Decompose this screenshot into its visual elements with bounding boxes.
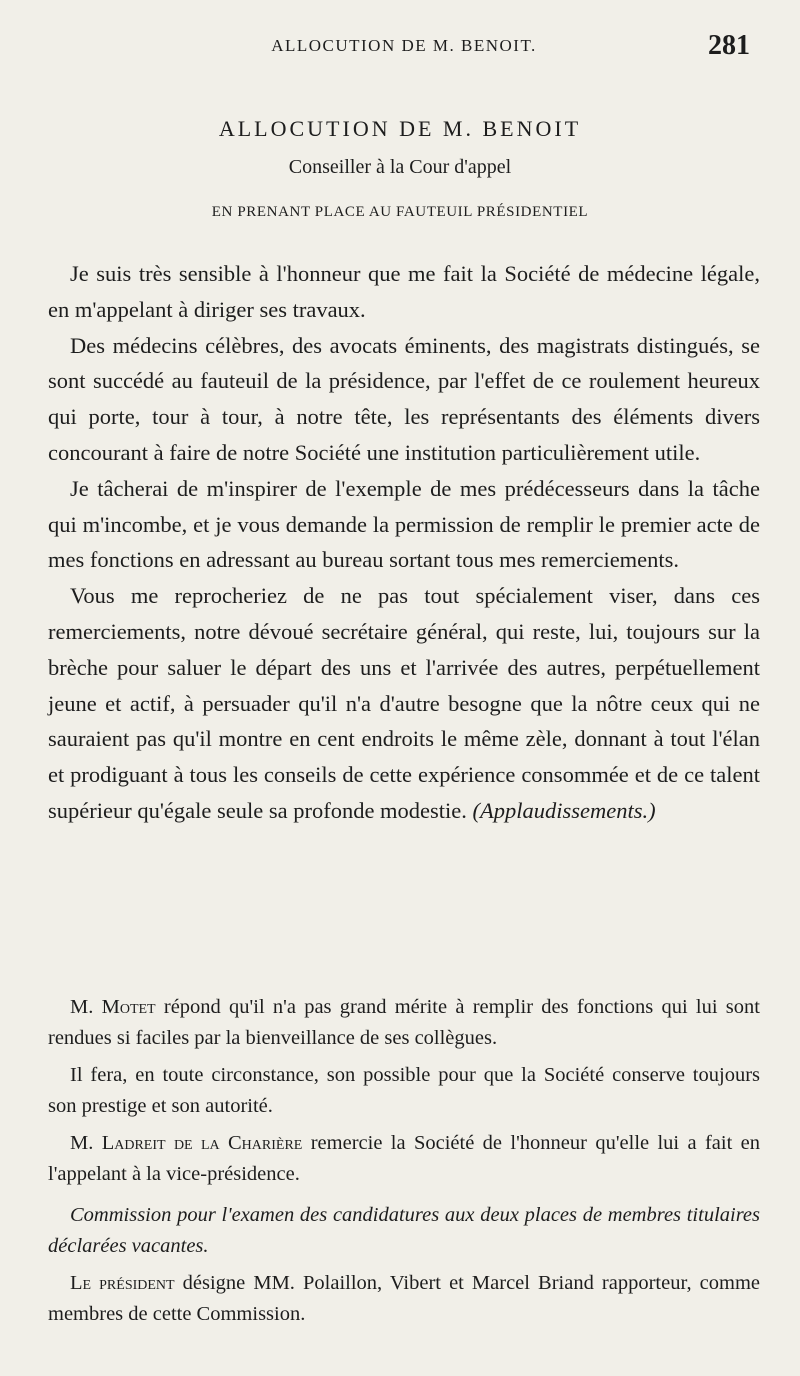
paragraph-5: [48, 992, 760, 1054]
speaker-motet: M. Motet: [70, 996, 156, 1018]
commission-heading: Commission pour l'examen des candidatures aux deux places de membres titulaires déclarées vacantes.: [48, 1204, 760, 1257]
speaker-ladreit: M. Ladreit de la Charière: [70, 1132, 303, 1154]
paragraph-4: [48, 578, 760, 829]
proceedings-body: [48, 992, 760, 1330]
paragraph-5-text: répond qu'il n'a pas grand mérite à remplir des fonctions qui lui sont rendues si faciles par la bienveillance de ses collègues.: [48, 996, 760, 1049]
paragraph-3: Je tâcherai de m'inspirer de l'exemple de mes prédécesseurs dans la tâche qui m'incombe, et je vous demande la permission de remplir le premier acte de mes fonctions en adressant au bureau sortant tous mes remerciements.: [48, 475, 760, 573]
paragraph-2: Des médecins célèbres, des avocats éminents, des magistrats distingués, se sont succédé au fauteuil de la présidence, par l'effet de ce roulement heureux qui porte, tour à tour, à notre tête, les représentants des éléments divers concourant à faire de notre Société une institution particulièrement utile.: [48, 332, 760, 465]
speaker-president: Le président: [70, 1272, 175, 1294]
speech-body: [48, 256, 760, 829]
paragraph-1: Je suis très sensible à l'honneur que me fait la Société de médecine légale, en m'appelant à diriger ses travaux.: [48, 261, 760, 322]
paragraph-7: [48, 1128, 760, 1190]
paragraph-6: Il fera, en toute circonstance, son possible pour que la Société conserve toujours son prestige et son autorité.: [48, 1064, 760, 1117]
applause-note: (Applaudissements.): [472, 797, 656, 823]
paragraph-7-text: remercie la Société de l'honneur qu'elle lui a fait en l'appelant à la vice-présidence.: [48, 1132, 761, 1185]
page-title: ALLOCUTION DE M. BENOIT: [218, 116, 582, 141]
page-number: 281: [708, 30, 750, 61]
paragraph-8: [48, 1268, 760, 1330]
page-subtitle: Conseiller à la Cour d'appel: [288, 156, 512, 178]
running-title: ALLOCUTION DE M. BENOIT.: [271, 36, 537, 55]
running-head: [48, 30, 760, 64]
occasion-line: EN PRENANT PLACE AU FAUTEUIL PRÉSIDENTIEL: [211, 204, 589, 220]
paragraph-4-text: Vous me reprocheriez de ne pas tout spécialement viser, dans ces remerciements, notre dévoué secrétaire général, qui reste, lui, toujours sur la brèche pour saluer le départ des uns et l'arrivée des autres, perpétuellement jeune et actif, à persuader qu'il n'a d'autre besogne que la nôtre ceux qui ne sauraient pas qu'il montre en cent endroits le même zèle, donnant à tout l'élan et prodiguant à tous les conseils de cette expérience consommée et de ce talent supérieur qu'égale seule sa profonde modestie.: [48, 583, 760, 823]
paragraph-8-text: désigne MM. Polaillon, Vibert et Marcel Briand rapporteur, comme membres de cette Commission.: [48, 1272, 760, 1325]
